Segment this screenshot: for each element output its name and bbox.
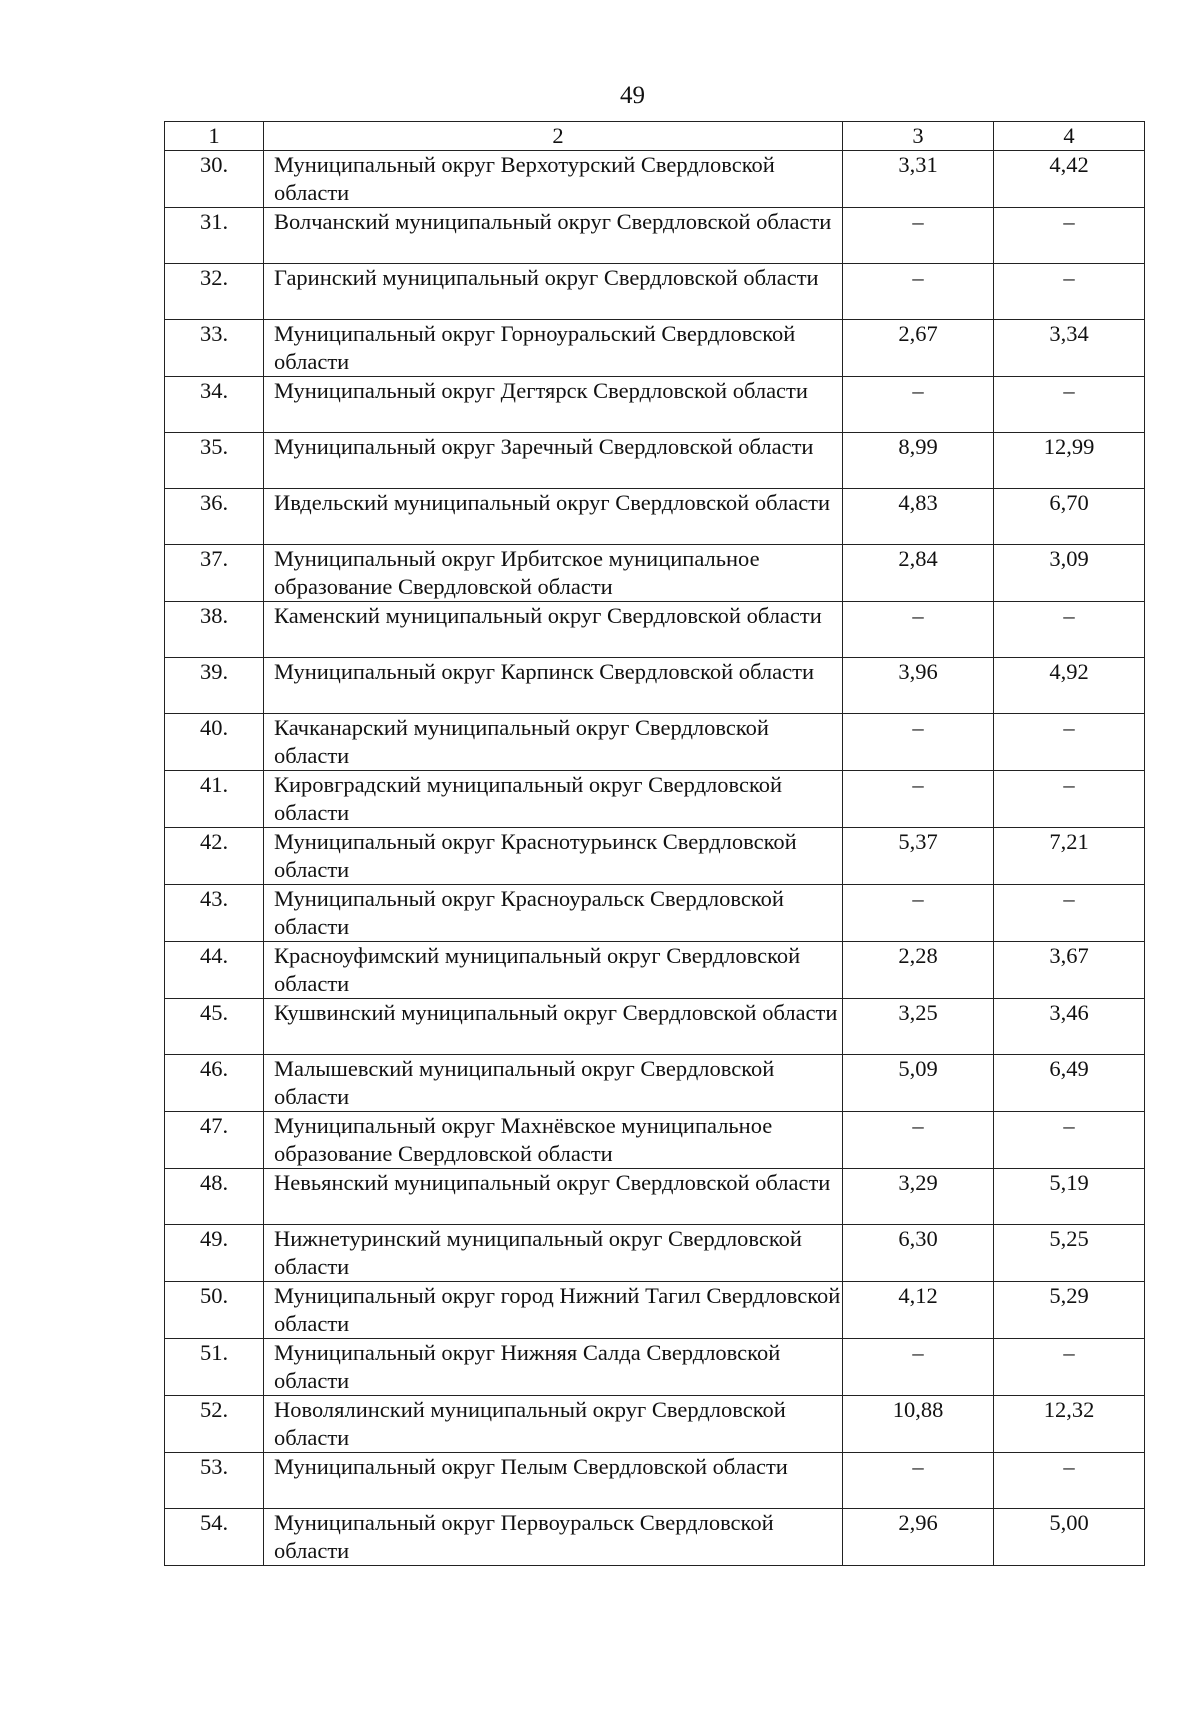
table-row: [165, 942, 1145, 999]
value-col3: –: [843, 1339, 994, 1396]
table-row: [165, 658, 1145, 714]
municipality-name: Ивдельский муниципальный округ Свердловской области: [264, 489, 843, 545]
table-row: [165, 1282, 1145, 1339]
row-number: 35.: [165, 433, 264, 489]
data-table: [164, 121, 1145, 1566]
table-row: [165, 714, 1145, 771]
value-col3: 2,84: [843, 545, 994, 602]
table-row: [165, 1509, 1145, 1566]
table-row: [165, 264, 1145, 320]
table-row: [165, 1112, 1145, 1169]
table-row: [165, 885, 1145, 942]
value-col3: 4,12: [843, 1282, 994, 1339]
row-number: 46.: [165, 1055, 264, 1112]
municipality-name: Муниципальный округ Пелым Свердловской области: [264, 1453, 843, 1509]
row-number: 32.: [165, 264, 264, 320]
row-number: 54.: [165, 1509, 264, 1566]
table-row: [165, 208, 1145, 264]
table-row: [165, 1055, 1145, 1112]
value-col3: –: [843, 1112, 994, 1169]
value-col4: –: [994, 602, 1145, 658]
municipality-name: Кушвинский муниципальный округ Свердловской области: [264, 999, 843, 1055]
municipality-name: Красноуфимский муниципальный округ Свердловской области: [264, 942, 843, 999]
value-col3: 3,31: [843, 151, 994, 208]
column-header: 1: [165, 122, 264, 151]
row-number: 45.: [165, 999, 264, 1055]
value-col4: 7,21: [994, 828, 1145, 885]
value-col3: –: [843, 377, 994, 433]
value-col4: 5,29: [994, 1282, 1145, 1339]
value-col4: –: [994, 264, 1145, 320]
value-col3: –: [843, 264, 994, 320]
municipality-name: Кировградский муниципальный округ Свердловской области: [264, 771, 843, 828]
row-number: 40.: [165, 714, 264, 771]
value-col4: –: [994, 1112, 1145, 1169]
value-col3: –: [843, 1453, 994, 1509]
row-number: 47.: [165, 1112, 264, 1169]
row-number: 53.: [165, 1453, 264, 1509]
column-header: 3: [843, 122, 994, 151]
row-number: 42.: [165, 828, 264, 885]
value-col3: 2,67: [843, 320, 994, 377]
row-number: 43.: [165, 885, 264, 942]
row-number: 31.: [165, 208, 264, 264]
table-row: [165, 489, 1145, 545]
value-col3: –: [843, 885, 994, 942]
value-col3: 6,30: [843, 1225, 994, 1282]
table-row: [165, 545, 1145, 602]
value-col4: 6,70: [994, 489, 1145, 545]
value-col4: 5,25: [994, 1225, 1145, 1282]
municipality-name: Муниципальный округ Карпинск Свердловской области: [264, 658, 843, 714]
row-number: 51.: [165, 1339, 264, 1396]
municipality-name: Муниципальный округ город Нижний Тагил Свердловской области: [264, 1282, 843, 1339]
table-row: [165, 828, 1145, 885]
value-col3: –: [843, 771, 994, 828]
municipality-name: Муниципальный округ Горноуральский Свердловской области: [264, 320, 843, 377]
municipality-name: Муниципальный округ Верхотурский Свердловской области: [264, 151, 843, 208]
table-row: [165, 1339, 1145, 1396]
row-number: 50.: [165, 1282, 264, 1339]
municipality-name: Гаринский муниципальный округ Свердловской области: [264, 264, 843, 320]
municipality-name: Муниципальный округ Красноуральск Свердловской области: [264, 885, 843, 942]
value-col3: 2,28: [843, 942, 994, 999]
value-col3: 4,83: [843, 489, 994, 545]
value-col4: –: [994, 377, 1145, 433]
row-number: 34.: [165, 377, 264, 433]
row-number: 36.: [165, 489, 264, 545]
municipality-name: Муниципальный округ Заречный Свердловской области: [264, 433, 843, 489]
table-row: [165, 602, 1145, 658]
table-row: [165, 320, 1145, 377]
row-number: 48.: [165, 1169, 264, 1225]
value-col4: 3,46: [994, 999, 1145, 1055]
page-number: 49: [620, 82, 645, 109]
table-header-row: [165, 122, 1145, 151]
value-col4: –: [994, 714, 1145, 771]
value-col4: 3,34: [994, 320, 1145, 377]
value-col4: –: [994, 208, 1145, 264]
municipality-name: Малышевский муниципальный округ Свердловской области: [264, 1055, 843, 1112]
value-col3: 3,96: [843, 658, 994, 714]
table-row: [165, 433, 1145, 489]
value-col4: 12,32: [994, 1396, 1145, 1453]
municipality-name: Муниципальный округ Первоуральск Свердловской области: [264, 1509, 843, 1566]
table-row: [165, 1169, 1145, 1225]
row-number: 44.: [165, 942, 264, 999]
value-col3: 8,99: [843, 433, 994, 489]
table-row: [165, 1225, 1145, 1282]
row-number: 41.: [165, 771, 264, 828]
municipality-name: Нижнетуринский муниципальный округ Свердловской области: [264, 1225, 843, 1282]
table-row: [165, 1396, 1145, 1453]
municipality-name: Волчанский муниципальный округ Свердловской области: [264, 208, 843, 264]
value-col4: 12,99: [994, 433, 1145, 489]
table-row: [165, 771, 1145, 828]
municipality-name: Новолялинский муниципальный округ Свердловской области: [264, 1396, 843, 1453]
row-number: 38.: [165, 602, 264, 658]
municipality-name: Муниципальный округ Дегтярск Свердловской области: [264, 377, 843, 433]
table-row: [165, 151, 1145, 208]
value-col3: 5,37: [843, 828, 994, 885]
municipality-name: Муниципальный округ Ирбитское муниципальное образование Свердловской области: [264, 545, 843, 602]
municipality-name: Муниципальный округ Махнёвское муниципальное образование Свердловской области: [264, 1112, 843, 1169]
value-col4: 3,09: [994, 545, 1145, 602]
row-number: 33.: [165, 320, 264, 377]
value-col3: 2,96: [843, 1509, 994, 1566]
row-number: 37.: [165, 545, 264, 602]
value-col3: –: [843, 208, 994, 264]
value-col3: –: [843, 602, 994, 658]
municipality-name: Качканарский муниципальный округ Свердловской области: [264, 714, 843, 771]
table-row: [165, 999, 1145, 1055]
column-header: 2: [264, 122, 843, 151]
value-col3: 3,29: [843, 1169, 994, 1225]
row-number: 52.: [165, 1396, 264, 1453]
value-col4: –: [994, 885, 1145, 942]
value-col4: –: [994, 771, 1145, 828]
value-col4: 5,19: [994, 1169, 1145, 1225]
value-col4: 5,00: [994, 1509, 1145, 1566]
value-col3: –: [843, 714, 994, 771]
table-row: [165, 1453, 1145, 1509]
municipality-name: Муниципальный округ Нижняя Салда Свердловской области: [264, 1339, 843, 1396]
value-col3: 10,88: [843, 1396, 994, 1453]
row-number: 30.: [165, 151, 264, 208]
column-header: 4: [994, 122, 1145, 151]
municipality-name: Невьянский муниципальный округ Свердловской области: [264, 1169, 843, 1225]
value-col4: 4,92: [994, 658, 1145, 714]
municipality-name: Каменский муниципальный округ Свердловской области: [264, 602, 843, 658]
value-col4: 6,49: [994, 1055, 1145, 1112]
value-col3: 5,09: [843, 1055, 994, 1112]
value-col4: 3,67: [994, 942, 1145, 999]
value-col4: –: [994, 1453, 1145, 1509]
municipality-name: Муниципальный округ Краснотурьинск Свердловской области: [264, 828, 843, 885]
row-number: 39.: [165, 658, 264, 714]
table-row: [165, 377, 1145, 433]
value-col4: –: [994, 1339, 1145, 1396]
value-col4: 4,42: [994, 151, 1145, 208]
row-number: 49.: [165, 1225, 264, 1282]
value-col3: 3,25: [843, 999, 994, 1055]
